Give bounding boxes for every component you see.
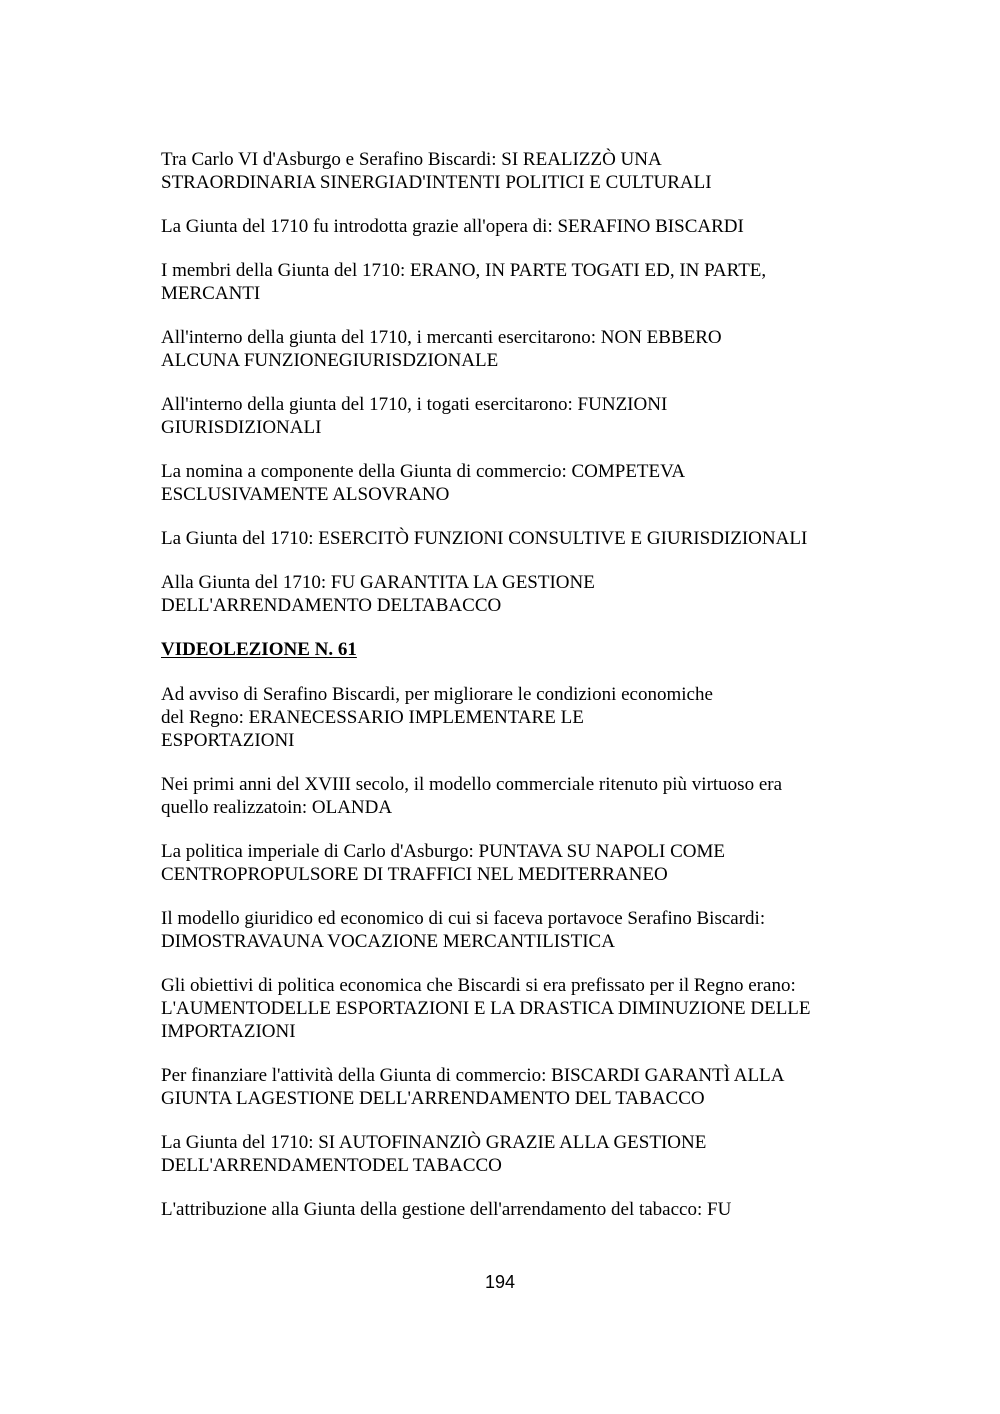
text-line: ALCUNA FUNZIONEGIURISDZIONALE <box>161 350 499 371</box>
text-line: DIMOSTRAVAUNA VOCAZIONE MERCANTILISTICA <box>161 931 615 952</box>
text-line: GIURISDIZIONALI <box>161 417 322 438</box>
question-paragraph <box>161 527 851 550</box>
paragraphs-before-heading <box>161 148 851 617</box>
question-paragraph <box>161 840 851 886</box>
text-line: Nei primi anni del XVIII secolo, il modello commerciale ritenuto più virtuoso era <box>161 774 783 795</box>
question-paragraph <box>161 683 851 752</box>
text-line: La nomina a componente della Giunta di commercio: COMPETEVA <box>161 461 686 482</box>
question-paragraph <box>161 148 851 194</box>
question-paragraph <box>161 393 851 439</box>
question-paragraph <box>161 1198 851 1221</box>
text-line: Tra Carlo VI d'Asburgo e Serafino Biscardi: SI REALIZZÒ UNA <box>161 149 662 170</box>
text-line: La Giunta del 1710: ESERCITÒ FUNZIONI CONSULTIVE E GIURISDIZIONALI <box>161 528 808 549</box>
text-line: La politica imperiale di Carlo d'Asburgo: PUNTAVA SU NAPOLI COME <box>161 841 725 862</box>
text-line: All'interno della giunta del 1710, i mercanti esercitarono: NON EBBERO <box>161 327 722 348</box>
text-line: La Giunta del 1710 fu introdotta grazie all'opera di: SERAFINO BISCARDI <box>161 216 744 237</box>
text-line: ESPORTAZIONI <box>161 730 295 751</box>
text-line: DELL'ARRENDAMENTO DELTABACCO <box>161 595 502 616</box>
text-line: Ad avviso di Serafino Biscardi, per migliorare le condizioni economiche <box>161 684 713 705</box>
text-line: Per finanziare l'attività della Giunta di commercio: BISCARDI GARANTÌ ALLA <box>161 1065 785 1086</box>
paragraphs-after-heading <box>161 683 851 1221</box>
question-paragraph <box>161 326 851 372</box>
question-paragraph <box>161 1064 851 1110</box>
text-line: del Regno: ERANECESSARIO IMPLEMENTARE LE <box>161 707 584 728</box>
question-paragraph <box>161 907 851 953</box>
text-line: All'interno della giunta del 1710, i togati esercitarono: FUNZIONI <box>161 394 668 415</box>
text-line: L'AUMENTODELLE ESPORTAZIONI E LA DRASTICA DIMINUZIONE DELLE <box>161 998 811 1019</box>
text-line: CENTROPROPULSORE DI TRAFFICI NEL MEDITERRANEO <box>161 864 668 885</box>
text-line: Alla Giunta del 1710: FU GARANTITA LA GESTIONE <box>161 572 595 593</box>
question-paragraph <box>161 571 851 617</box>
text-line: Gli obiettivi di politica economica che Biscardi si era prefissato per il Regno erano: <box>161 975 796 996</box>
question-paragraph <box>161 974 851 1043</box>
text-line: IMPORTAZIONI <box>161 1021 296 1042</box>
question-paragraph <box>161 215 851 238</box>
text-line: quello realizzatoin: OLANDA <box>161 797 393 818</box>
question-paragraph <box>161 259 851 305</box>
text-line: I membri della Giunta del 1710: ERANO, IN PARTE TOGATI ED, IN PARTE, <box>161 260 767 281</box>
text-line: DELL'ARRENDAMENTODEL TABACCO <box>161 1155 502 1176</box>
text-line: MERCANTI <box>161 283 261 304</box>
text-line: ESCLUSIVAMENTE ALSOVRANO <box>161 484 450 505</box>
text-line: GIUNTA LAGESTIONE DELL'ARRENDAMENTO DEL TABACCO <box>161 1088 705 1109</box>
text-line: STRAORDINARIA SINERGIAD'INTENTI POLITICI E CULTURALI <box>161 172 712 193</box>
question-paragraph <box>161 460 851 506</box>
page-number: 194 <box>484 1272 516 1292</box>
section-heading: VIDEOLEZIONE N. 61 <box>161 639 357 660</box>
question-paragraph <box>161 773 851 819</box>
text-line: La Giunta del 1710: SI AUTOFINANZIÒ GRAZIE ALLA GESTIONE <box>161 1132 707 1153</box>
text-line: L'attribuzione alla Giunta della gestione dell'arrendamento del tabacco: FU <box>161 1199 732 1220</box>
page-content <box>161 148 851 1242</box>
text-line: Il modello giuridico ed economico di cui si faceva portavoce Serafino Biscardi: <box>161 908 766 929</box>
question-paragraph <box>161 1131 851 1177</box>
